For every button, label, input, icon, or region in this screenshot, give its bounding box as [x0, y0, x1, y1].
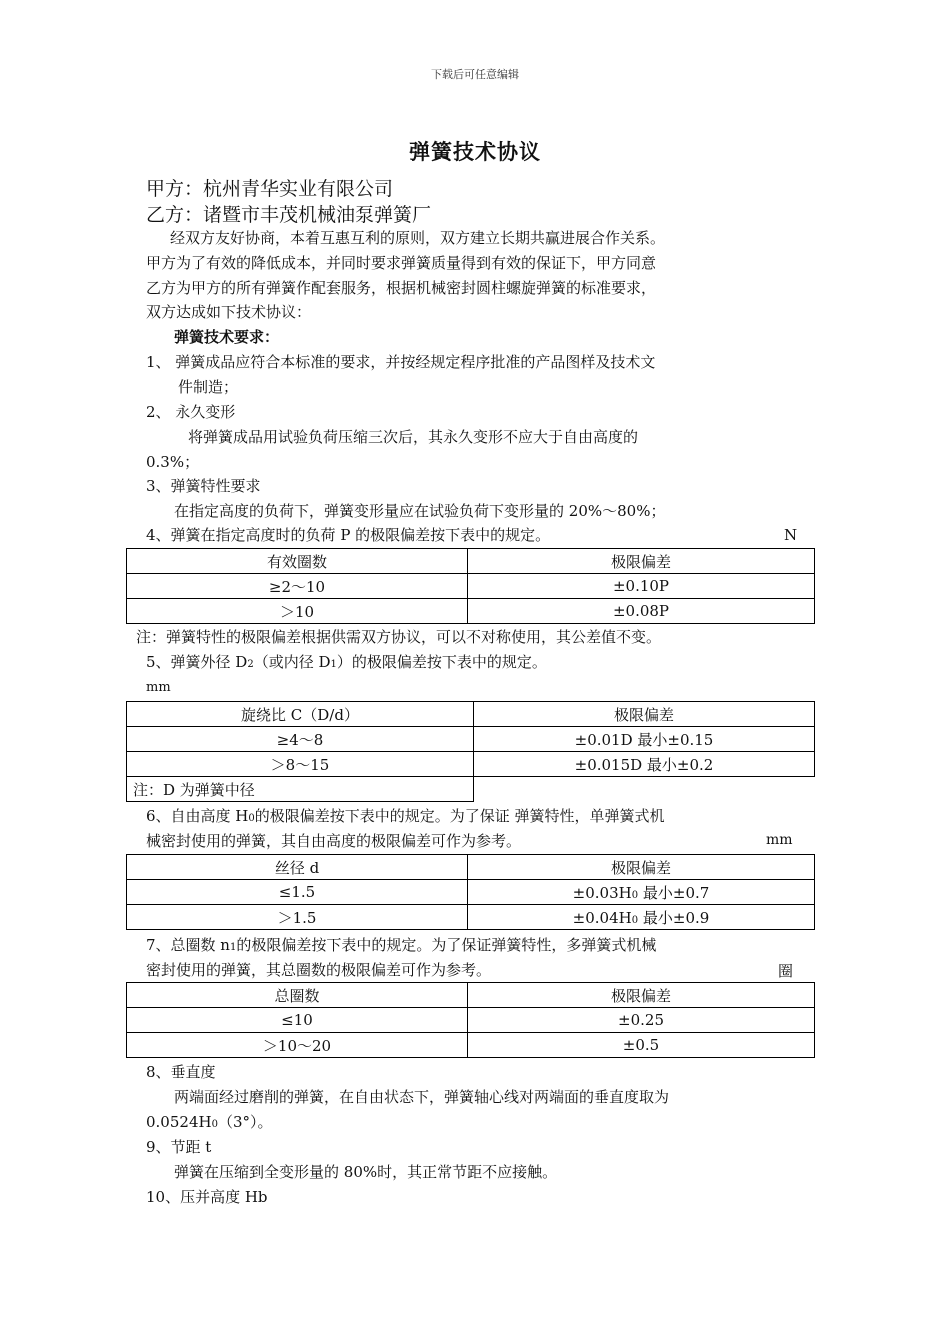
table-cell: ＞8～15 — [127, 752, 474, 777]
item-7-text: 的极限偏差按下表中的规定。为了保证弹簧特性，多弹簧式机械 — [236, 936, 657, 954]
table-row — [127, 880, 815, 905]
column-header: 有效圈数 — [127, 549, 468, 574]
table-cell: ≤10 — [127, 1008, 468, 1033]
column-header: 极限偏差 — [468, 855, 815, 880]
item-1-line-1: 1、 弹簧成品应符合本标准的要求，并按经规定程序批准的产品图样及技术文 — [146, 353, 656, 371]
table-cell: ±0.01D 最小±0.15 — [474, 727, 815, 752]
item-8-line-1: 两端面经过磨削的弹簧，在自由状态下，弹簧轴心线对两端面的垂直度取为 — [174, 1088, 670, 1106]
item-2-line-2: 0.3%； — [146, 453, 200, 471]
table-cell-empty — [474, 777, 815, 802]
table-header-row — [127, 855, 815, 880]
table-free-height-tolerance — [126, 854, 815, 930]
intro-line-2: 甲方为了有效的降低成本，并同时要求弹簧质量得到有效的保证下，甲方同意 — [146, 254, 657, 272]
table-row — [127, 574, 815, 599]
item-1-line-2: 件制造； — [178, 378, 239, 396]
intro-line-3: 乙方为甲方的所有弹簧作配套服务，根据机械密封圆柱螺旋弹簧的标准要求， — [146, 279, 657, 297]
item-8-line-2 — [146, 1110, 273, 1137]
item-4-heading: 4、弹簧在指定高度时的负荷 P 的极限偏差按下表中的规定。 — [146, 526, 551, 544]
item-7-text: 7、总圈数 n — [146, 936, 230, 954]
table-row — [127, 1033, 815, 1058]
document-title: 弹簧技术协议 — [409, 139, 541, 164]
table-cell: ±0.5 — [468, 1033, 815, 1058]
table-cell: ±0.08P — [468, 599, 815, 624]
item-6-text: 的极限偏差按下表中的规定。为了保证 弹簧特性，单弹簧式机 — [254, 807, 665, 825]
table-total-coils-tolerance — [126, 982, 815, 1058]
intro-line-1: 经双方友好协商，本着互惠互利的原则，双方建立长期共赢进展合作关系。 — [170, 229, 666, 247]
table-row — [127, 727, 815, 752]
column-header: 总圈数 — [127, 983, 468, 1008]
table-row — [127, 905, 815, 930]
section-heading: 弹簧技术要求： — [174, 328, 280, 346]
table-note: 注：D 为弹簧中径 — [127, 777, 474, 802]
table-diameter-tolerance — [126, 701, 815, 802]
subscript: 1 — [330, 659, 337, 670]
item-7-line-1 — [146, 933, 656, 960]
table-cell: ＞10 — [127, 599, 468, 624]
table-header-row — [127, 549, 815, 574]
item-8-heading: 8、垂直度 — [146, 1063, 216, 1081]
table-cell: ±0.10P — [468, 574, 815, 599]
column-header: 丝径 d — [127, 855, 468, 880]
table-row — [127, 599, 815, 624]
party-a: 甲方：杭州青华实业有限公司 — [146, 178, 394, 200]
item-7-line-2: 密封使用的弹簧，其总圈数的极限偏差可作为参考。 — [146, 961, 492, 979]
table-cell: ≥2～10 — [127, 574, 468, 599]
item-3-line-1: 在指定高度的负荷下，弹簧变形量应在试验负荷下变形量的 20%～80%； — [174, 502, 666, 520]
item-2-heading: 2、 永久变形 — [146, 403, 236, 421]
column-header: 极限偏差 — [468, 549, 815, 574]
item-2-line-1: 将弹簧成品用试验负荷压缩三次后，其永久变形不应大于自由高度的 — [188, 428, 639, 446]
subscript: 2 — [247, 659, 254, 670]
table-header-row — [127, 702, 815, 727]
cell-text: 最小±0.7 — [638, 883, 710, 902]
table-cell: ±0.015D 最小±0.2 — [474, 752, 815, 777]
item-8-text: 0.0524H — [146, 1113, 212, 1131]
subscript: 1 — [229, 942, 237, 953]
item-6-line-2: 械密封使用的弹簧，其自由高度的极限偏差可作为参考。 — [146, 832, 522, 850]
subscript: 0 — [248, 813, 255, 824]
cell-text: 最小±0.9 — [638, 908, 710, 927]
item-3-heading: 3、弹簧特性要求 — [146, 477, 261, 495]
table-row — [127, 1008, 815, 1033]
item-5-text: （或内径 D — [253, 653, 331, 671]
item-5-heading — [146, 650, 547, 677]
table-1-note: 注：弹簧特性的极限偏差根据供需双方协议，可以不对称使用，其公差值不变。 — [136, 628, 662, 646]
column-header: 极限偏差 — [468, 983, 815, 1008]
subscript: 0 — [631, 889, 639, 901]
subscript: 0 — [631, 914, 639, 926]
column-header: 极限偏差 — [474, 702, 815, 727]
table-2-unit: mm — [146, 680, 171, 695]
table-cell: ≥4～8 — [127, 727, 474, 752]
table-note-row — [127, 777, 815, 802]
table-4-unit: 圈 — [778, 962, 794, 980]
header-note: 下载后可任意编辑 — [431, 68, 519, 81]
item-9-line-1: 弹簧在压缩到全变形量的 80%时，其正常节距不应接触。 — [174, 1163, 558, 1181]
table-cell: ±0.25 — [468, 1008, 815, 1033]
table-header-row — [127, 983, 815, 1008]
intro-line-4: 双方达成如下技术协议： — [146, 303, 312, 321]
cell-text: ±0.04H — [572, 908, 632, 927]
table-load-tolerance — [126, 548, 815, 624]
item-6-text: 6、自由高度 H — [146, 807, 249, 825]
table-cell: ＞1.5 — [127, 905, 468, 930]
table-cell: ＞10～20 — [127, 1033, 468, 1058]
table-1-unit: N — [784, 526, 798, 544]
subscript: 0 — [211, 1119, 218, 1130]
party-b: 乙方：诸暨市丰茂机械油泵弹簧厂 — [146, 204, 432, 226]
item-9-heading: 9、节距 t — [146, 1138, 212, 1156]
table-cell — [468, 905, 815, 930]
table-row — [127, 752, 815, 777]
item-6-line-1 — [146, 804, 665, 831]
column-header: 旋绕比 C（D/d） — [127, 702, 474, 727]
table-3-unit: mm — [766, 832, 793, 848]
item-5-text: 5、弹簧外径 D — [146, 653, 248, 671]
item-8-text: （3°）。 — [217, 1113, 273, 1131]
item-5-text: ）的极限偏差按下表中的规定。 — [336, 653, 547, 671]
table-cell — [468, 880, 815, 905]
cell-text: ±0.03H — [572, 883, 632, 902]
item-10-heading: 10、压并高度 Hb — [146, 1188, 268, 1206]
table-cell: ≤1.5 — [127, 880, 468, 905]
